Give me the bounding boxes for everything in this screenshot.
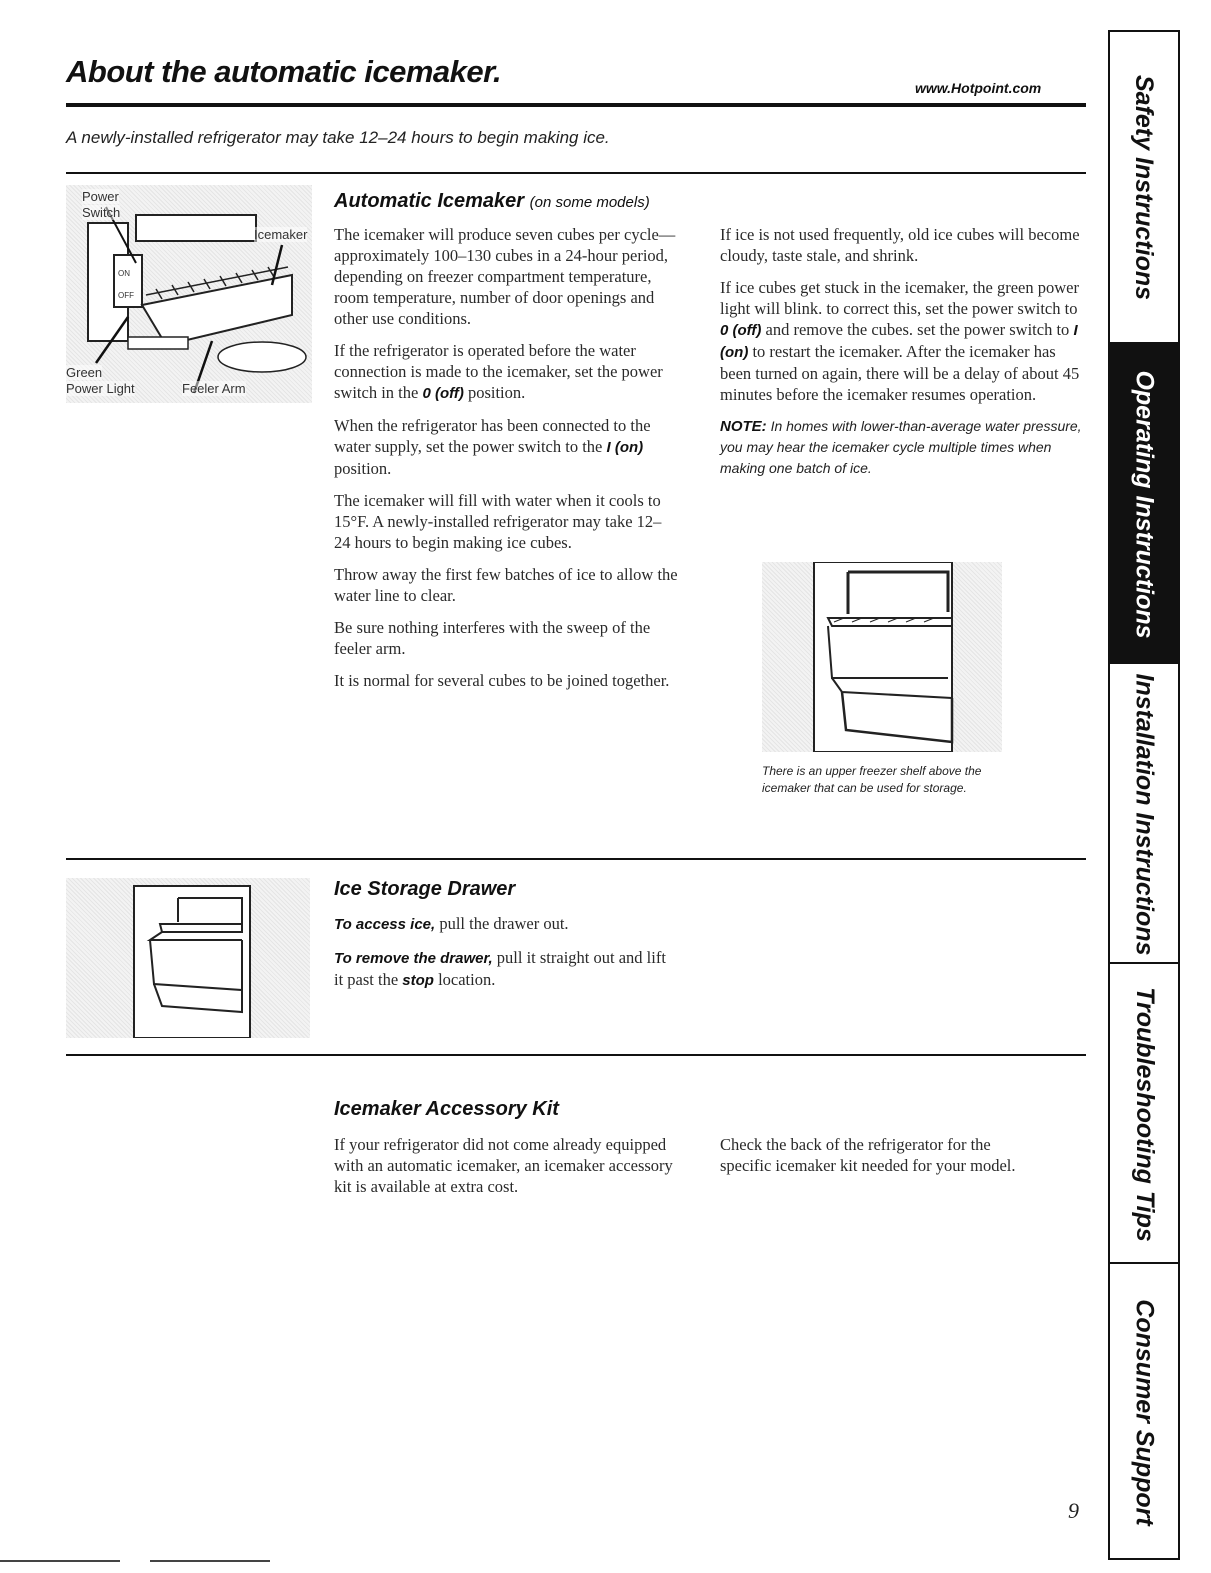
section-divider (66, 172, 1086, 174)
tab-label: Operating Instructions (1130, 369, 1159, 639)
accessory-kit-left-text: If your refrigerator did not come already equipped with an automatic icemaker, an icemaker accessory kit is available at extra cost. (334, 1135, 673, 1196)
label-on: ON (118, 269, 130, 278)
text: pull it straight out and lift it past the (334, 948, 666, 989)
text: and remove the cubes. set the power switch to (765, 320, 1070, 339)
tab-installation-instructions[interactable] (1110, 662, 1178, 964)
accessory-kit-heading: Icemaker Accessory Kit (334, 1098, 559, 1120)
page-title: About the automatic icemaker. (66, 54, 502, 89)
website-url[interactable]: www.Hotpoint.com (915, 80, 1042, 96)
heading-sub: (on some models) (529, 194, 650, 211)
switch-on-label: I (on) (606, 439, 644, 456)
footer-mark (0, 1560, 120, 1562)
switch-on-label: I (on) (720, 322, 1078, 361)
section-divider (66, 858, 1086, 860)
text: If the refrigerator is operated before the water connection is made to the icemaker, set the power switch in the (334, 341, 663, 402)
header-rule (66, 103, 1086, 107)
tab-consumer-support[interactable] (1110, 1262, 1178, 1560)
ice-drawer-drawing (66, 878, 310, 1038)
note-text: In homes with lower-than-average water pressure, you may hear the icemaker cycle multiple times when making one batch of ice. (720, 418, 1082, 476)
label-power-light: Power Light (66, 381, 135, 396)
text: If ice cubes get stuck in the icemaker, the green power light will blink. to correct this, set the power switch to (720, 278, 1079, 318)
note-label: NOTE: (720, 418, 767, 435)
access-ice-label: To access ice, (334, 916, 436, 933)
paragraph: Be sure nothing interferes with the sweep of the feeler arm. (334, 618, 651, 658)
ice-storage-heading: Ice Storage Drawer (334, 878, 516, 900)
tab-label: Safety Instructions (1130, 74, 1159, 300)
paragraph (334, 913, 674, 935)
label-icemaker: Icemaker (254, 227, 308, 242)
icemaker-right-column (720, 224, 1084, 490)
section-divider (66, 1054, 1086, 1056)
automatic-icemaker-heading (334, 190, 650, 213)
tab-label: Consumer Support (1130, 1298, 1159, 1526)
page-number: 9 (1068, 1498, 1079, 1523)
remove-drawer-label: To remove the drawer, (334, 950, 493, 967)
text: position. (334, 459, 392, 478)
tab-troubleshooting-tips[interactable] (1110, 962, 1178, 1264)
page-subtitle: A newly-installed refrigerator may take 12–24 hours to begin making ice. (66, 128, 610, 147)
label-green: Green (66, 365, 103, 380)
text: pull the drawer out. (439, 914, 569, 933)
label-feeler-arm: Feeler Arm (182, 381, 246, 396)
ice-drawer-illustration (66, 878, 310, 1038)
paragraph: If ice is not used frequently, old ice cubes will become cloudy, taste stale, and shrink. (720, 225, 1080, 265)
label-off: OFF (118, 291, 134, 300)
ice-storage-text (334, 913, 674, 1002)
paragraph: Throw away the first few batches of ice to allow the water line to clear. (334, 565, 678, 605)
text: location. (438, 970, 496, 989)
freezer-shelf-drawing (762, 562, 1002, 752)
tab-operating-instructions[interactable] (1110, 342, 1178, 664)
text: to restart the icemaker. After the icemaker has been turned on again, there will be a delay of about 45 minutes before the icemaker resumes operation. (720, 342, 1080, 404)
heading-main: Automatic Icemaker (334, 190, 525, 212)
label-power: Power (82, 189, 119, 204)
paragraph: It is normal for several cubes to be joined together. (334, 671, 670, 690)
paragraph (334, 947, 674, 991)
text: When the refrigerator has been connected to the water supply, set the power switch to the (334, 416, 651, 456)
footer-mark (150, 1560, 270, 1562)
paragraph: The icemaker will fill with water when it cools to 15°F. A newly-installed refrigerator may take 12–24 hours to begin making ice cubes. (334, 491, 662, 552)
paragraph (720, 277, 1084, 405)
paragraph (334, 415, 690, 479)
section-sidebar (1108, 30, 1180, 1560)
paragraph: The icemaker will produce seven cubes per cycle—approximately 100–130 cubes in a 24-hour period, depending on freezer compartment temperature, room temperature, number of door openings and other use conditions. (334, 225, 676, 328)
text: position. (467, 383, 526, 402)
stop-label: stop (402, 972, 434, 989)
freezer-shelf-caption: There is an upper freezer shelf above the icemaker that can be used for storage. (762, 764, 982, 795)
icemaker-left-column (334, 224, 690, 702)
freezer-shelf-illustration (762, 562, 1002, 752)
tab-label: Installation Instructions (1130, 673, 1159, 955)
tab-label: Troubleshooting Tips (1130, 986, 1159, 1242)
note (720, 416, 1084, 479)
accessory-kit-right-text: Check the back of the refrigerator for the specific icemaker kit needed for your model. (720, 1135, 1016, 1175)
icemaker-illustration (66, 185, 312, 403)
label-switch: Switch (82, 205, 121, 220)
tab-safety-instructions[interactable] (1110, 32, 1178, 342)
paragraph (334, 340, 690, 404)
switch-off-label: 0 (off) (720, 322, 762, 339)
switch-off-label: 0 (off) (422, 385, 464, 402)
